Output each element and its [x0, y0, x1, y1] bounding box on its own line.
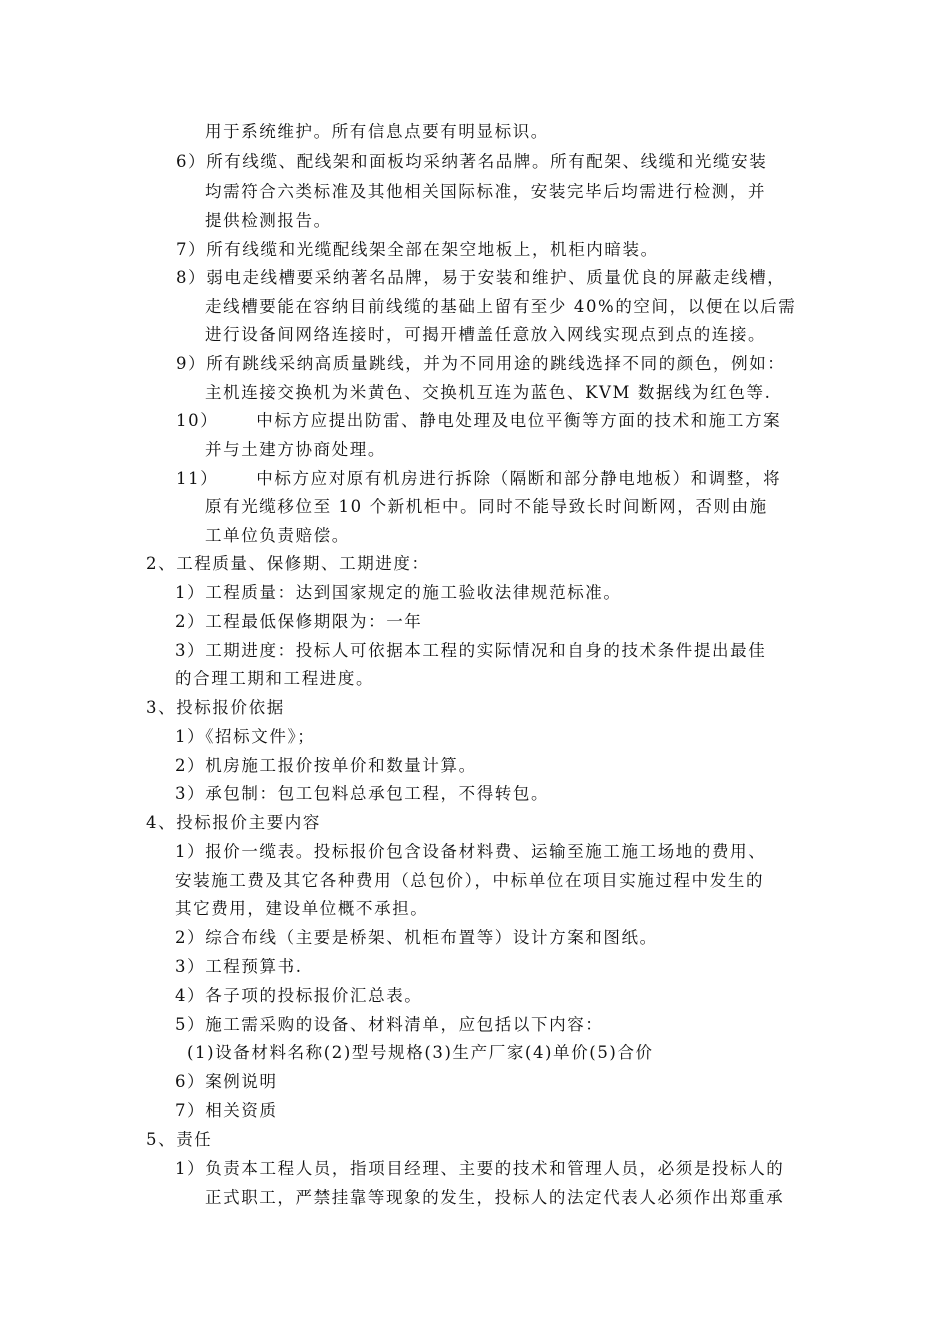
text-line: 工单位负责赔偿。	[205, 526, 350, 545]
item-number: 11）	[176, 469, 219, 488]
item-number: 8）	[176, 268, 207, 287]
list-item: 6）案例说明	[175, 1072, 278, 1091]
text-line: 安装施工费及其它各种费用（总包价），中标单位在项目实施过程中发生的	[175, 871, 765, 890]
list-item: 3）工期进度：投标人可依据本工程的实际情况和自身的技术条件提出最佳	[175, 641, 767, 660]
item-number: 7）	[176, 240, 207, 259]
text-line: 用于系统维护。所有信息点要有明显标识。	[205, 122, 549, 141]
text-line: 其它费用，建设单位概不承担。	[175, 899, 429, 918]
list-item: 2）工程最低保修期限为：一年	[175, 612, 423, 631]
item-number: 9）	[176, 354, 207, 373]
item-text: 中标方应对原有机房进行拆除（隔断和部分静电地板）和调整，将	[256, 469, 782, 488]
section-heading: 3、投标报价依据	[146, 698, 285, 717]
item-text: 所有跳线采纳高质量跳线，并为不同用途的跳线选择不同的颜色，例如：	[206, 354, 786, 373]
list-item	[176, 152, 767, 172]
list-item	[176, 240, 659, 260]
text-line: 走线槽要能在容纳目前线缆的基础上留有至少 40%的空间，以便在以后需	[205, 297, 797, 316]
item-text: 中标方应提出防雷、静电处理及电位平衡等方面的技术和施工方案	[256, 411, 782, 430]
text-line: 正式职工，严禁挂靠等现象的发生，投标人的法定代表人必须作出郑重承	[205, 1188, 785, 1207]
item-text: 弱电走线槽要采纳著名品牌，易于安装和维护、质量优良的屏蔽走线槽，	[206, 268, 786, 287]
section-heading: 5、责任	[146, 1130, 213, 1149]
list-item: 3）工程预算书.	[175, 957, 303, 976]
list-item: 1）《招标文件》；	[175, 727, 316, 746]
item-number: 6）	[176, 152, 207, 171]
list-item: 3）承包制：包工包料总承包工程，不得转包。	[175, 784, 550, 803]
text-line: 原有光缆移位至 10 个新机柜中。同时不能导致长时间断网，否则由施	[205, 497, 768, 516]
item-text: 所有线缆、配线架和面板均采纳著名品牌。所有配架、线缆和光缆安装	[206, 152, 768, 171]
section-heading: 4、投标报价主要内容	[146, 813, 321, 832]
list-item: 4）各子项的投标报价汇总表。	[175, 986, 423, 1005]
sub-list-item: (1)设备材料名称(2)型号规格(3)生产厂家(4)单价(5)合价	[187, 1043, 654, 1062]
text-line: 主机连接交换机为米黄色、交换机互连为蓝色、KVM 数据线为红色等.	[205, 383, 772, 402]
list-item	[176, 268, 785, 288]
item-number: 10）	[176, 411, 219, 430]
list-item: 2）综合布线（主要是桥架、机柜布置等）设计方案和图纸。	[175, 928, 658, 947]
text-line: 的合理工期和工程进度。	[175, 669, 375, 688]
text-line: 提供检测报告。	[205, 211, 332, 230]
list-item: 7）相关资质	[175, 1101, 278, 1120]
list-item	[176, 354, 785, 374]
list-item	[176, 469, 781, 489]
list-item: 1）负责本工程人员，指项目经理、主要的技术和管理人员，必须是投标人的	[175, 1159, 785, 1178]
list-item: 1）工程质量：达到国家规定的施工验收法律规范标准。	[175, 583, 622, 602]
list-item: 2）机房施工报价按单价和数量计算。	[175, 756, 477, 775]
text-line: 并与土建方协商处理。	[205, 440, 386, 459]
item-text: 所有线缆和光缆配线架全部在架空地板上，机柜内暗装。	[206, 240, 659, 259]
text-line: 进行设备间网络连接时，可揭开槽盖任意放入网线实现点到点的连接。	[205, 325, 767, 344]
list-item	[176, 411, 781, 431]
text-line: 均需符合六类标准及其他相关国际标准，安装完毕后均需进行检测，并	[205, 182, 767, 201]
list-item: 1）报价一缆表。投标报价包含设备材料费、运输至施工施工场地的费用、	[175, 842, 767, 861]
list-item: 5）施工需采购的设备、材料清单，应包括以下内容：	[175, 1015, 604, 1034]
section-heading: 2、工程质量、保修期、工期进度：	[146, 554, 430, 573]
